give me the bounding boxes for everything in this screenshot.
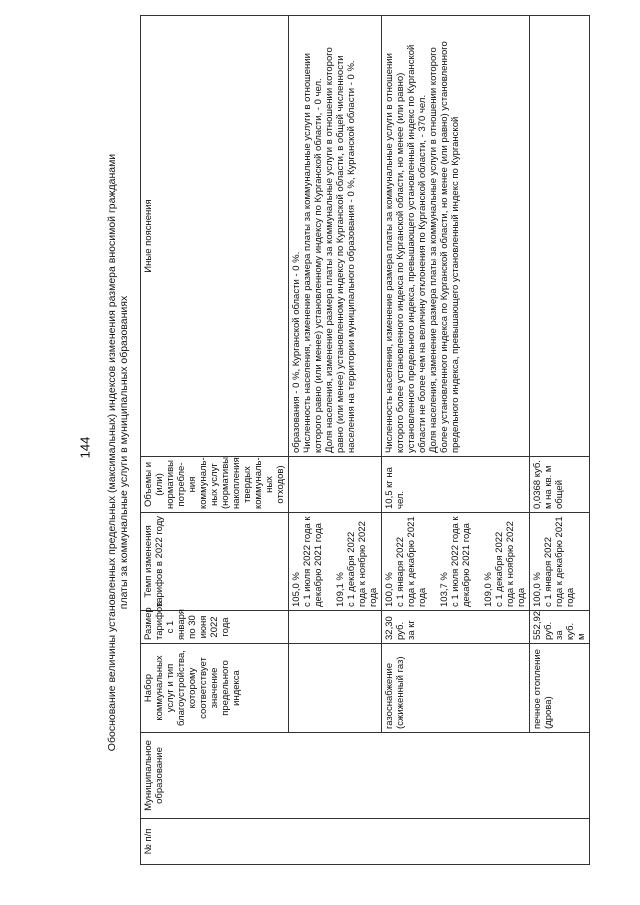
cell-service: газоснабжение (сжиженный газ) bbox=[382, 644, 530, 733]
cell-growth: 100,0 % с 1 января 2022 года к декабрю 2021 года 103,7 % с 1 июля 2022 года к декабрю 2021 года 109,0 % с 1 декабря 2022 года к ноябрю 2022 года bbox=[382, 513, 530, 611]
cell-notes: Численность населения, изменение размера платы за коммунальные услуги в отношении которого более установленного индекса по Курганской области, но менее (или равно) установленного предельного индекса, превышающего установленный индекс по Курганской области не более чем на величину отклонения по Курганской области, - 370 чел. Доля населения, изменение размера платы за коммунальные услуги в отношении которого более установленного индекса по Курганской области, но менее (или равно) установленного предельного индекса, превышающего установленный индекс по Курганской bbox=[382, 16, 530, 457]
cell-service bbox=[289, 644, 382, 733]
header-growth: Темп изменения тарифов в 2022 году bbox=[141, 513, 289, 611]
title-line-2: платы за коммунальные услуги в муниципальных образованиях bbox=[118, 295, 130, 610]
cell-tariff: 552,92 руб. за куб. м bbox=[530, 611, 590, 644]
page-number: 144 bbox=[77, 436, 93, 459]
cell-notes bbox=[530, 16, 590, 457]
cell-tariff: 32,30 руб. за кг bbox=[382, 611, 530, 644]
cell-volume: 10,5 кг на чел. bbox=[382, 457, 530, 513]
cell-volume: 0,0368 куб. м на кв. м общей bbox=[530, 457, 590, 513]
header-notes: Иные пояснения bbox=[141, 16, 289, 457]
header-tariff: Размер тарифов с 1 января по 30 июня 2022 года bbox=[141, 611, 289, 644]
header-row bbox=[141, 16, 289, 865]
cell-tariff bbox=[289, 611, 382, 644]
cell-growth: 100,0 % с 1 января 2022 года к декабрю 2021 года bbox=[530, 513, 590, 611]
tariff-table bbox=[140, 15, 590, 865]
header-service: Набор коммунальных услуг и тип благоустройства, которому соответствует значение предельного индекса bbox=[141, 644, 289, 733]
title-line-1: Обоснование величины установленных предельных (максимальных) индексов изменения размера вносимой гражданами bbox=[106, 153, 118, 752]
cell-service: печное отопление (дрова) bbox=[530, 644, 590, 733]
cell-growth: 105,0 % с 1 июля 2022 года к декабрю 2021 года 109,1 % с 1 декабря 2022 года к ноябрю 2022 года bbox=[289, 513, 382, 611]
cell-volume bbox=[289, 457, 382, 513]
header-municipality: Муниципальное образование bbox=[141, 733, 590, 819]
header-num: № п/п bbox=[141, 819, 590, 865]
header-volume: Объемы и (или) нормативы потребле- ния коммуналь- ных услуг (нормативы накопления твердых коммуналь- ных отходов) bbox=[141, 457, 289, 513]
cell-notes: образования - 0 %, Курганской области - 0 %. Численность населения, изменение размера платы за коммунальные услуги в отношении которого равно (или менее) установленному индексу по Курганской области, - 0 чел. Доля населения, изменение размера платы за коммунальные услуги в отношении которого равно (или менее) установленному индексу по Курганской области, в общей численности населения на территории муниципального образования - 0 %, Курганской области - 0 %. bbox=[289, 16, 382, 457]
table-title bbox=[106, 0, 130, 905]
